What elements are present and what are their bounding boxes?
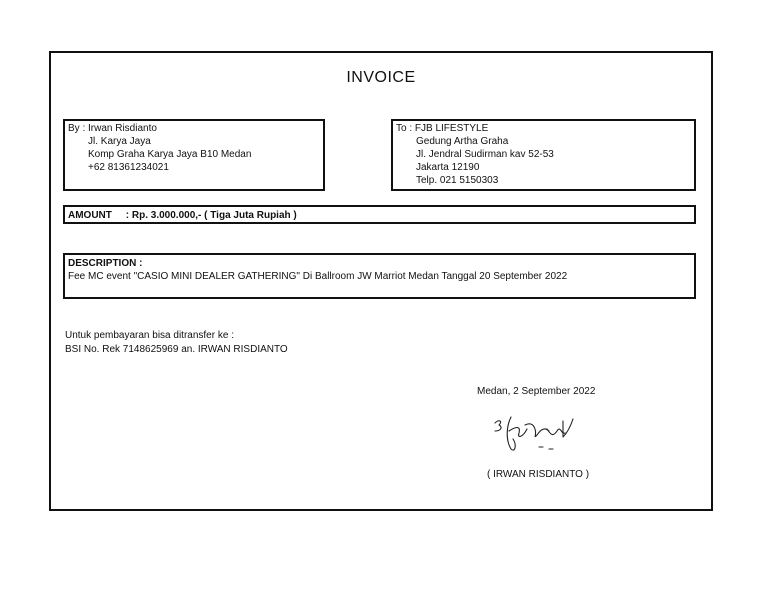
bank-account: BSI No. Rek 7148625969 an. IRWAN RISDIANTO xyxy=(65,344,288,355)
amount-text: AMOUNT : Rp. 3.000.000,- ( Tiga Juta Rupiah ) xyxy=(68,210,297,221)
recipient-box xyxy=(391,119,696,191)
invoice-sheet xyxy=(49,51,713,511)
recipient-name: To : FJB LIFESTYLE xyxy=(396,123,489,134)
invoice-title: INVOICE xyxy=(346,69,416,86)
payment-instruction: Untuk pembayaran bisa ditransfer ke : xyxy=(65,330,234,341)
sender-box xyxy=(63,119,325,191)
description-text: Fee MC event "CASIO MINI DEALER GATHERING" Di Ballroom JW Marriot Medan Tanggal 20 September 2022 xyxy=(68,271,568,282)
description-heading: DESCRIPTION : xyxy=(68,258,143,269)
sender-address-line: Jl. Karya Jaya xyxy=(88,136,151,147)
recipient-address-line: Gedung Artha Graha xyxy=(416,136,509,147)
amount-box xyxy=(63,205,696,224)
recipient-phone: Telp. 021 5150303 xyxy=(416,175,499,186)
signatory-name: ( IRWAN RISDIANTO ) xyxy=(487,469,590,480)
recipient-address-line: Jl. Jendral Sudirman kav 52-53 xyxy=(416,149,554,160)
sender-phone: +62 81361234021 xyxy=(88,162,169,173)
payment-info xyxy=(65,329,288,357)
sender-name: By : Irwan Risdianto xyxy=(68,123,157,134)
signature-image xyxy=(489,405,599,461)
description-box xyxy=(63,253,696,299)
sender-address-line: Komp Graha Karya Jaya B10 Medan xyxy=(88,149,252,160)
place-date: Medan, 2 September 2022 xyxy=(477,386,596,397)
recipient-address-line: Jakarta 12190 xyxy=(416,162,480,173)
